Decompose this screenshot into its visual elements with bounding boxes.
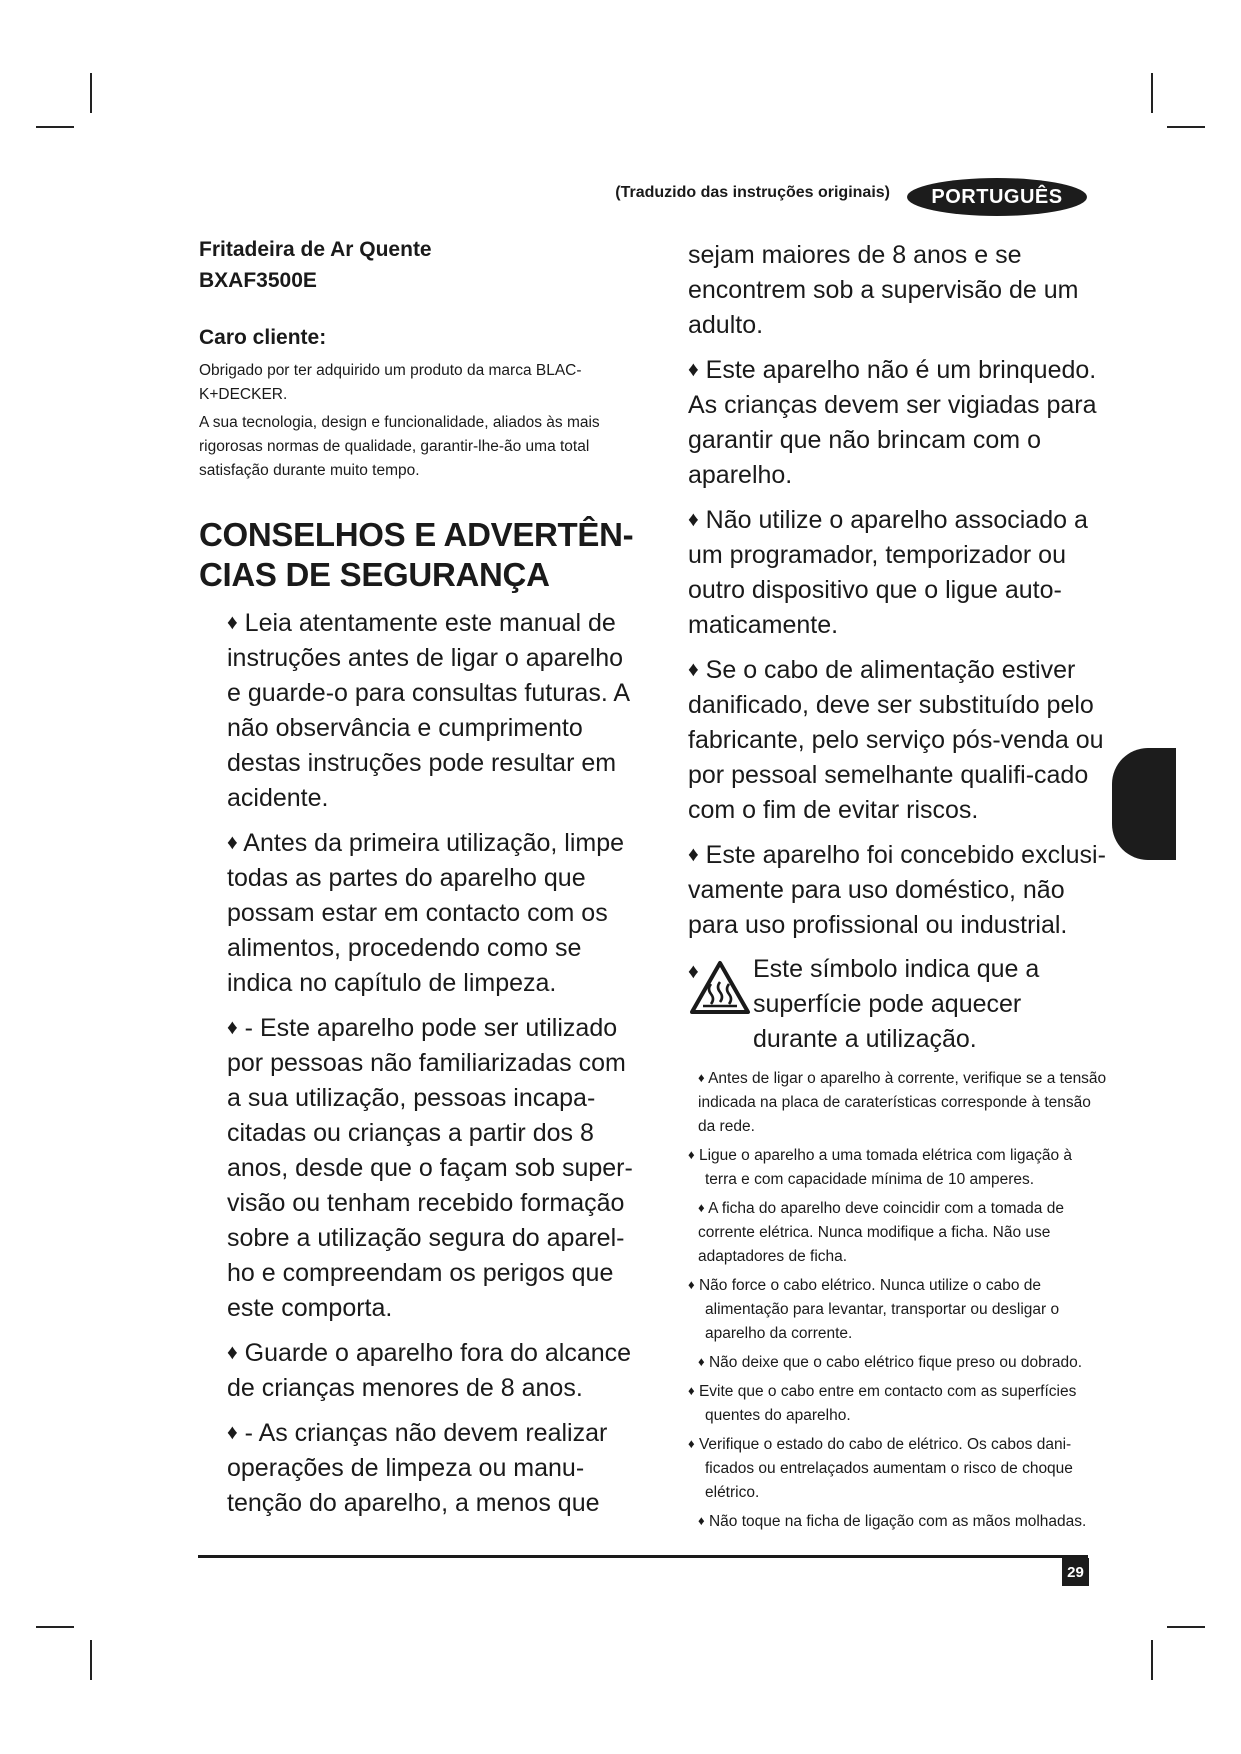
list-item xyxy=(688,1066,1108,1139)
bullet-icon: ♦ xyxy=(688,1383,695,1398)
greeting: Caro cliente: xyxy=(199,326,327,349)
hot-surface-warning-text: Este símbolo indica que a superfície pode aquecer durante a utilização. xyxy=(753,955,1040,1053)
section-tab-marker xyxy=(1112,748,1176,860)
crop-mark xyxy=(1151,73,1153,113)
hot-surface-icon xyxy=(689,960,751,1016)
safety-item-text: Se o cabo de alimentação estiver danificado, deve ser substituído pelo fabricante, pelo serviço pós-venda ou por pessoal semelhante qualifi-cado com o fim de evitar riscos. xyxy=(688,656,1104,824)
safety-item xyxy=(227,1335,639,1406)
bullet-icon: ♦ xyxy=(688,843,699,866)
list-item-text: Ligue o aparelho a uma tomada elétrica com ligação à terra e com capacidade mínima de 10 amperes. xyxy=(698,1147,1073,1188)
bullet-icon: ♦ xyxy=(688,358,699,381)
safety-item-continuation: sejam maiores de 8 anos e se encontrem sob a supervisão de um adulto. xyxy=(688,241,1079,339)
bullet-icon: ♦ xyxy=(698,1513,705,1528)
safety-item xyxy=(227,825,639,1001)
list-item-text: Verifique o estado do cabo de elétrico. Os cabos dani-ficados ou entrelaçados aumentam o risco de choque elétrico. xyxy=(698,1436,1073,1501)
safety-item xyxy=(688,837,1108,943)
safety-item xyxy=(688,502,1108,643)
bullet-icon: ♦ xyxy=(688,1147,695,1162)
list-item xyxy=(688,1350,1108,1375)
list-item xyxy=(688,1432,1108,1505)
safety-item xyxy=(688,652,1108,828)
list-item xyxy=(688,1143,1108,1192)
crop-mark xyxy=(36,1626,74,1628)
footer-divider xyxy=(198,1555,1088,1558)
safety-item-text: Antes da primeira utilização, limpe todas as partes do aparelho que possam estar em contacto com os alimentos, procedendo como se indica no capítulo de limpeza. xyxy=(227,829,625,997)
crop-mark xyxy=(1167,1626,1205,1628)
bullet-icon: ♦ xyxy=(227,1341,238,1364)
list-item-text: Não force o cabo elétrico. Nunca utilize o cabo de alimentação para levantar, transportar ou desligar o aparelho da corrente. xyxy=(698,1277,1060,1342)
list-item xyxy=(688,1509,1108,1534)
translation-note: (Traduzido das instruções originais) xyxy=(615,184,890,201)
list-item-text: Não toque na ficha de ligação com as mãos molhadas. xyxy=(708,1513,1087,1530)
language-badge xyxy=(907,178,1087,216)
bullet-icon: ♦ xyxy=(227,611,238,634)
list-item xyxy=(688,1273,1108,1346)
product-name: Fritadeira de Ar Quente xyxy=(199,238,432,261)
list-item-text: Não deixe que o cabo elétrico fique preso ou dobrado. xyxy=(708,1354,1083,1371)
page-number: 29 xyxy=(1062,1558,1089,1586)
section-title: CONSELHOS E ADVERTÊN-CIAS DE SEGURANÇA xyxy=(199,516,634,593)
bullet-icon: ♦ xyxy=(227,1421,238,1444)
safety-item-text: Leia atentamente este manual de instruções antes de ligar o aparelho e guarde-o para consultas futuras. A não observância e cumprimento destas instruções pode resultar em acidente. xyxy=(227,609,629,812)
hot-surface-warning xyxy=(688,952,1108,1057)
safety-item-text: - As crianças não devem realizar operações de limpeza ou manu-tenção do aparelho, a menos que xyxy=(227,1419,608,1517)
safety-item-text: - Este aparelho pode ser utilizado por pessoas não familiarizadas com a sua utilização, pessoas incapa-citadas ou crianças a partir dos 8 anos, desde que o façam sob super-visão ou tenham recebido formação sobre a utilização segura do aparel-ho e compreendam os perigos que este comporta. xyxy=(227,1014,633,1322)
crop-mark xyxy=(1167,126,1205,128)
bullet-icon: ♦ xyxy=(227,831,238,854)
safety-item xyxy=(227,605,639,816)
crop-mark xyxy=(90,1640,92,1680)
bullet-icon: ♦ xyxy=(698,1070,705,1085)
list-item-text: A ficha do aparelho deve coincidir com a tomada de corrente elétrica. Nunca modifique a ficha. Não use adaptadores de ficha. xyxy=(698,1200,1064,1265)
list-item-text: Evite que o cabo entre em contacto com as superfícies quentes do aparelho. xyxy=(698,1383,1077,1424)
language-label: PORTUGUÊS xyxy=(931,185,1063,208)
safety-item xyxy=(227,1010,639,1326)
bullet-icon: ♦ xyxy=(688,1277,695,1292)
bullet-icon: ♦ xyxy=(227,1016,238,1039)
intro-paragraph: A sua tecnologia, design e funcionalidade, aliados às mais rigorosas normas de qualidade, garantir-lhe-ão uma total satisfação durante muito tempo. xyxy=(199,414,600,479)
product-model: BXAF3500E xyxy=(199,269,317,292)
safety-item xyxy=(227,1415,639,1521)
safety-item xyxy=(688,352,1108,493)
safety-item-text: Não utilize o aparelho associado a um programador, temporizador ou outro dispositivo que o ligue auto-maticamente. xyxy=(688,506,1088,639)
left-column xyxy=(199,234,639,1530)
safety-item-text: Este aparelho não é um brinquedo. As crianças devem ser vigiadas para garantir que não brincam com o aparelho. xyxy=(688,356,1097,489)
bullet-icon: ♦ xyxy=(688,508,699,531)
list-item xyxy=(688,1379,1108,1428)
crop-mark xyxy=(36,126,74,128)
bullet-icon: ♦ xyxy=(698,1354,705,1369)
bullet-icon: ♦ xyxy=(688,658,699,681)
crop-mark xyxy=(90,73,92,113)
bullet-icon: ♦ xyxy=(698,1200,705,1215)
intro-paragraph: Obrigado por ter adquirido um produto da marca BLAC-K+DECKER. xyxy=(199,362,582,403)
list-item xyxy=(688,1196,1108,1269)
bullet-icon: ♦ xyxy=(688,960,699,983)
electrical-safety-list xyxy=(688,1066,1108,1534)
safety-item-text: Este aparelho foi concebido exclusi-vamente para uso doméstico, não para uso profissional ou industrial. xyxy=(688,841,1106,939)
crop-mark xyxy=(1151,1640,1153,1680)
right-column xyxy=(688,238,1108,1538)
list-item-text: Antes de ligar o aparelho à corrente, verifique se a tensão indicada na placa de caraterísticas corresponde à tensão da rede. xyxy=(698,1070,1107,1135)
bullet-icon: ♦ xyxy=(688,1436,695,1451)
safety-item-text: Guarde o aparelho fora do alcance de crianças menores de 8 anos. xyxy=(227,1339,632,1402)
